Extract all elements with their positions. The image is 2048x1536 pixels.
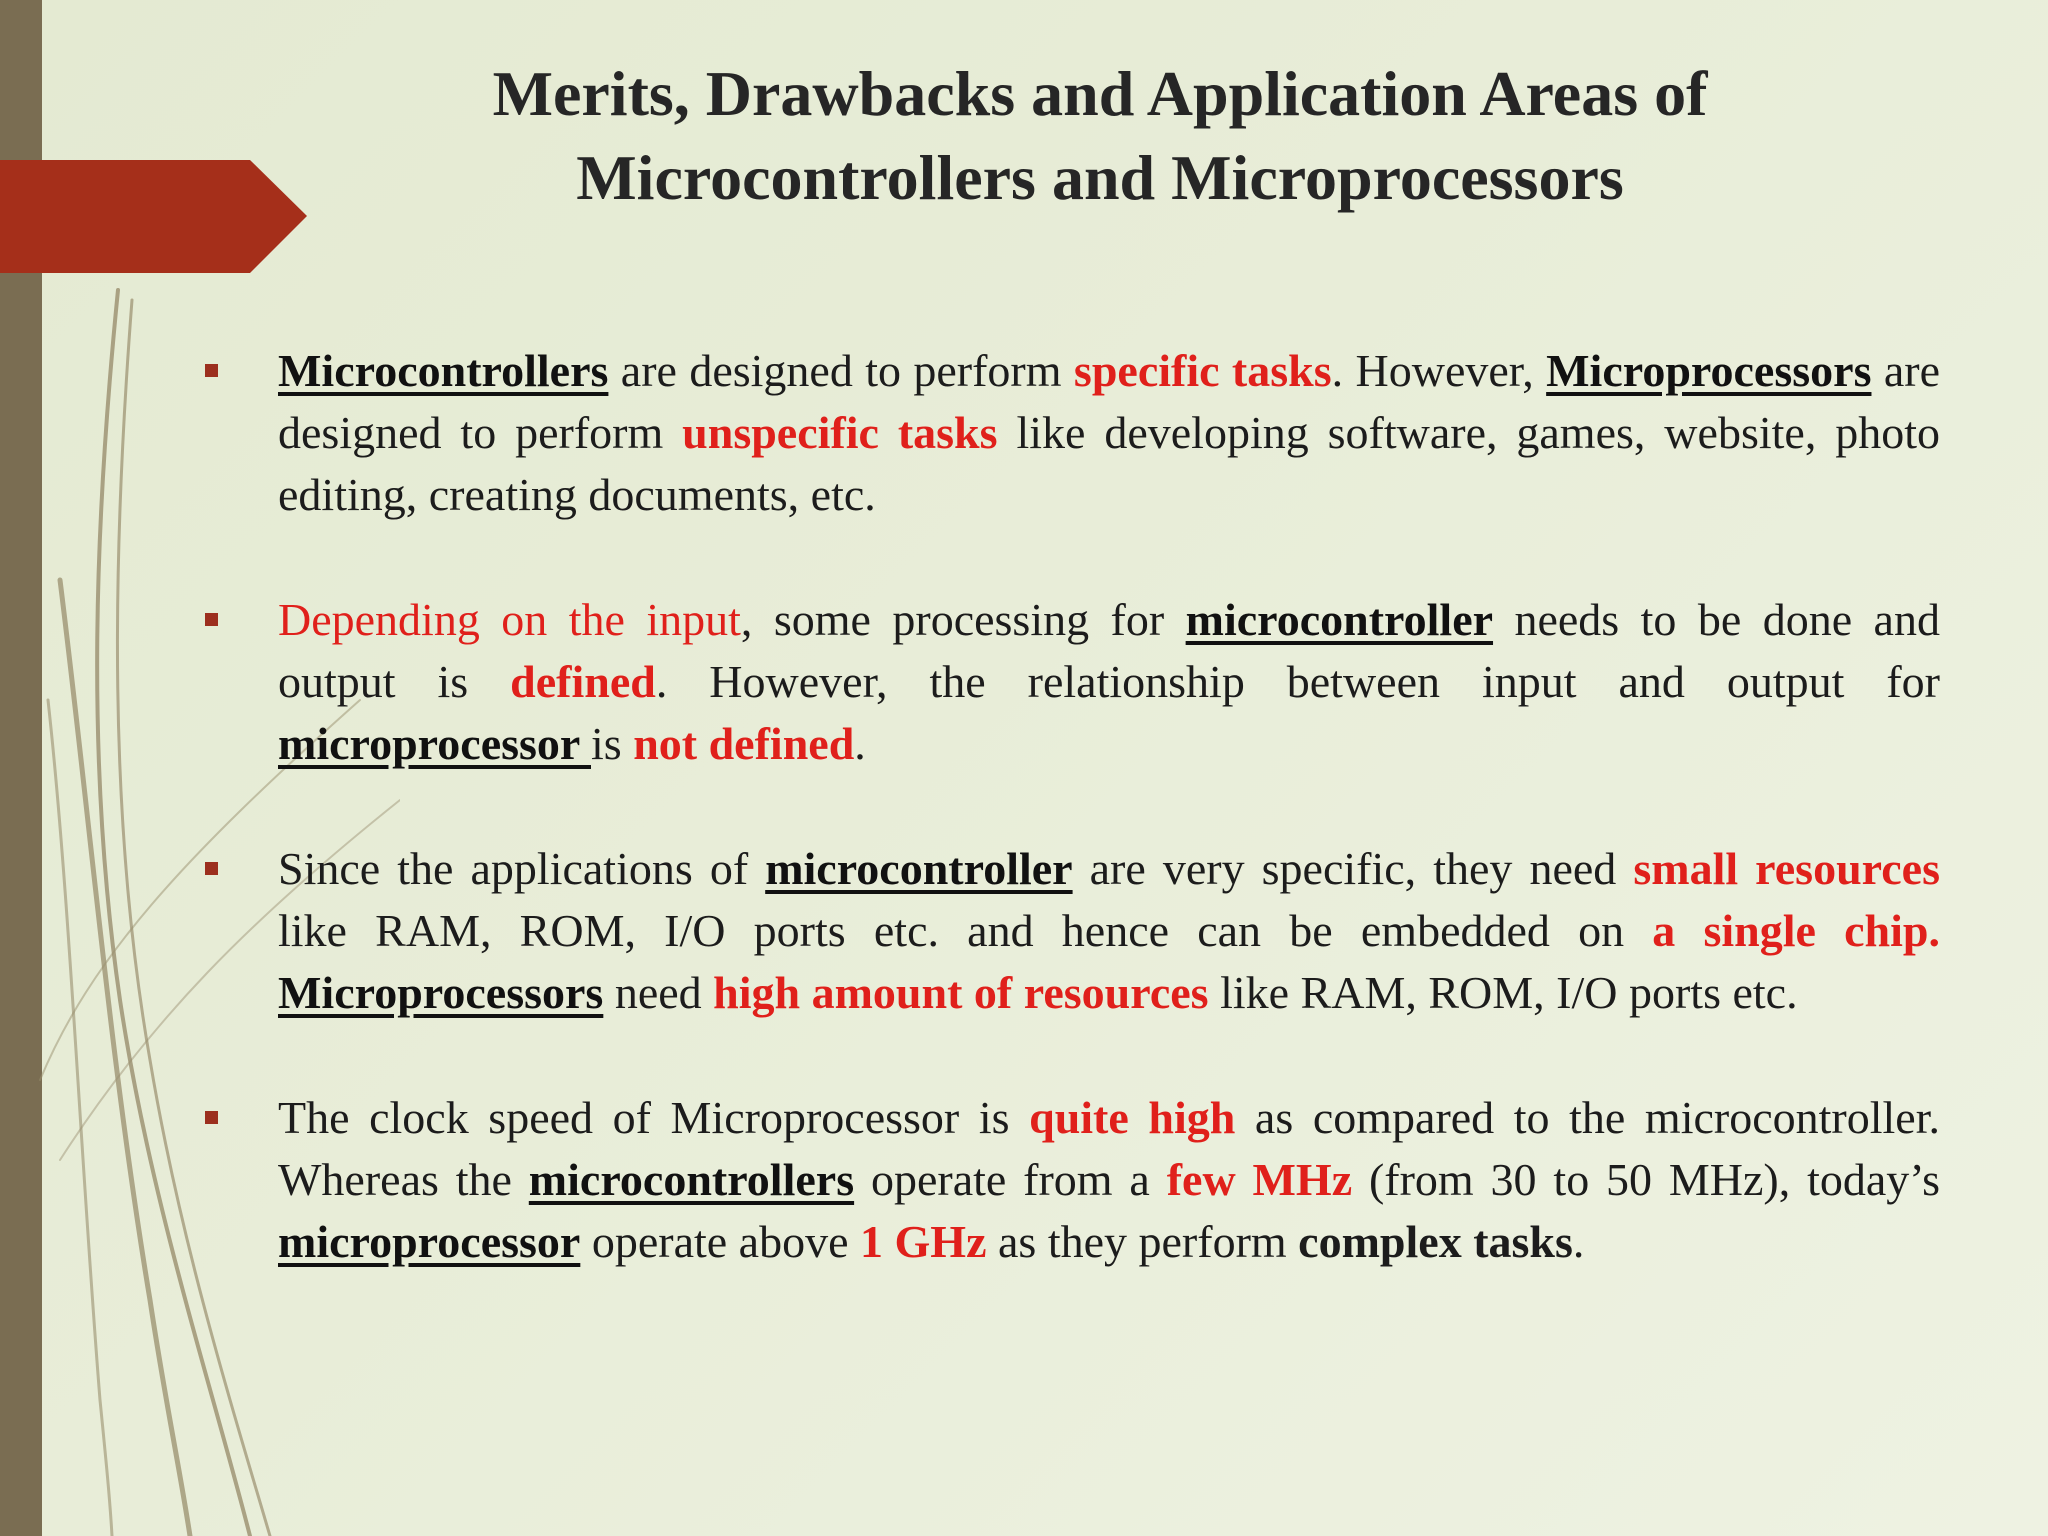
highlight-text: not defined — [633, 718, 855, 769]
term-link-style-text: microcontroller — [1185, 594, 1494, 645]
highlight-text: high amount of resources — [713, 967, 1209, 1018]
body-text: (from 30 to 50 MHz), today’s — [1352, 1154, 1940, 1205]
term-link-style-text: microcontroller — [765, 843, 1073, 894]
bullet-item — [200, 838, 1940, 1024]
term-link-style-text: Microcontrollers — [278, 345, 609, 396]
bullet-item — [200, 340, 1940, 526]
bullet-item — [200, 1087, 1940, 1273]
highlight-text: a single chip. — [1652, 905, 1941, 956]
term-link-style-text: microcontrollers — [528, 1154, 855, 1205]
highlight-text: unspecific tasks — [682, 407, 998, 458]
slide-title-line-2: Microcontrollers and Microprocessors — [576, 142, 1624, 213]
term-link-style-text: Microprocessors — [1546, 345, 1872, 396]
body-text: Since the applications of — [278, 843, 766, 894]
body-text: like developing software, games, website, photo editing, creating documents, etc. — [278, 407, 1941, 520]
bold-text: complex tasks — [1298, 1216, 1573, 1267]
highlight-text: few MHz — [1166, 1154, 1353, 1205]
highlight-text: quite high — [1029, 1092, 1236, 1143]
slide-title-line-1: Merits, Drawbacks and Application Areas of — [492, 58, 1708, 129]
body-text: operate from a — [854, 1154, 1167, 1205]
body-text: are very specific, they need — [1072, 843, 1634, 894]
square-bullet-icon — [205, 1111, 218, 1124]
body-text: as they perform — [986, 1216, 1299, 1267]
body-text: as compared to the microcontroller. Whereas the — [278, 1092, 1940, 1205]
body-text: . However, — [1331, 345, 1547, 396]
body-text: . — [1572, 1216, 1585, 1267]
slide-title — [300, 52, 1900, 220]
title-arrow-marker — [0, 160, 307, 273]
body-text: is — [591, 718, 634, 769]
body-text: . However, the relationship between input and output for — [655, 656, 1940, 707]
bullet-list — [200, 340, 1940, 1336]
bullet-item — [200, 589, 1940, 775]
body-text: needs to be done and output is — [278, 594, 1940, 707]
term-link-style-text: Microprocessors — [278, 967, 604, 1018]
body-text: like RAM, ROM, I/O ports etc. and hence can be embedded on — [278, 905, 1653, 956]
body-text: . — [854, 718, 866, 769]
body-text: are designed to perform — [278, 345, 1941, 458]
highlight-text: small resources — [1633, 843, 1940, 894]
term-link-style-text: microprocessor — [278, 1216, 581, 1267]
body-text: are designed to perform — [608, 345, 1074, 396]
body-text: need — [603, 967, 714, 1018]
term-link-style-text: microprocessor — [278, 718, 591, 769]
highlight-text: specific tasks — [1073, 345, 1332, 396]
body-text: like RAM, ROM, I/O ports etc. — [1208, 967, 1798, 1018]
highlight-text: Depending on the input — [278, 594, 741, 645]
body-text: operate above — [580, 1216, 861, 1267]
highlight-text: 1 GHz — [860, 1216, 987, 1267]
square-bullet-icon — [205, 862, 218, 875]
highlight-text: defined — [510, 656, 656, 707]
body-text: , some processing for — [740, 594, 1186, 645]
square-bullet-icon — [205, 613, 218, 626]
body-text: The clock speed of Microprocessor is — [278, 1092, 1030, 1143]
square-bullet-icon — [205, 364, 218, 377]
